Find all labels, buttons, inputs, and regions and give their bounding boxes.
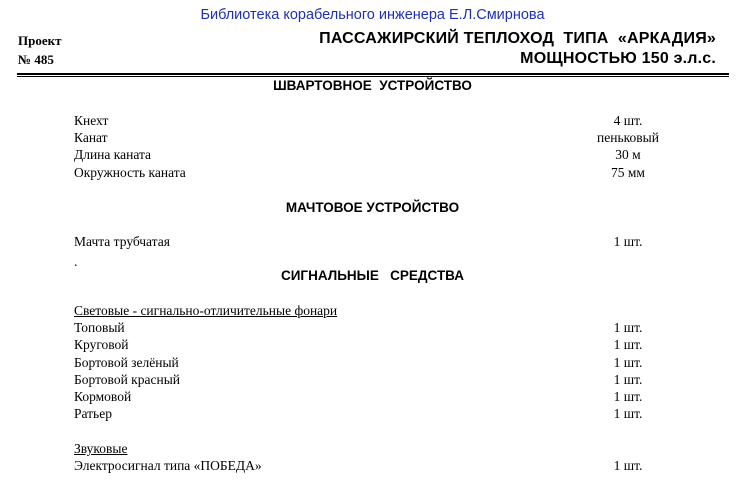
row-value: 1 шт. bbox=[613, 406, 643, 421]
row-label: Кнехт bbox=[74, 113, 109, 128]
table-row bbox=[74, 147, 674, 164]
table-row bbox=[74, 355, 674, 372]
table-row bbox=[74, 234, 674, 251]
row-label: Топовый bbox=[74, 320, 125, 335]
row-label: Окружность каната bbox=[74, 165, 186, 180]
header-rule-thin bbox=[17, 76, 729, 77]
row-label: Канат bbox=[74, 130, 108, 145]
row-value: 1 шт. bbox=[613, 234, 643, 249]
row-value: 1 шт. bbox=[613, 458, 643, 473]
subheading-lights: Световые - сигнально-отличительные фонари bbox=[74, 303, 338, 318]
library-header: Библиотека корабельного инженера Е.Л.Смирнова bbox=[200, 7, 545, 23]
document-title: ПАССАЖИРСКИЙ ТЕПЛОХОД ТИПА «АРКАДИЯ» bbox=[319, 30, 716, 47]
row-value: 4 шт. bbox=[613, 113, 643, 128]
row-value: пеньковый bbox=[597, 130, 659, 145]
header-rule bbox=[17, 73, 729, 75]
section-heading-signals: СИГНАЛЬНЫЕ СРЕДСТВА bbox=[280, 268, 465, 283]
table-row bbox=[74, 406, 674, 423]
section-heading-mast: МАЧТОВОЕ УСТРОЙСТВО bbox=[285, 200, 460, 215]
project-number: № 485 bbox=[18, 52, 54, 67]
stray-mark: . bbox=[74, 254, 78, 269]
table-row bbox=[74, 337, 674, 354]
row-label: Круговой bbox=[74, 337, 129, 352]
document-subtitle: МОЩНОСТЬЮ 150 э.л.с. bbox=[520, 50, 716, 67]
row-label: Кормовой bbox=[74, 389, 132, 404]
table-row bbox=[74, 389, 674, 406]
table-row bbox=[74, 113, 674, 130]
row-value: 1 шт. bbox=[613, 320, 643, 335]
table-row bbox=[74, 372, 674, 389]
row-label: Ратьер bbox=[74, 406, 112, 421]
row-value: 30 м bbox=[615, 147, 641, 162]
project-label: Проект bbox=[18, 33, 62, 48]
row-label: Электросигнал типа «ПОБЕДА» bbox=[74, 458, 262, 473]
row-value: 1 шт. bbox=[613, 389, 643, 404]
table-row bbox=[74, 458, 674, 475]
row-value: 1 шт. bbox=[613, 337, 643, 352]
table-row bbox=[74, 165, 674, 182]
row-label: Бортовой зелёный bbox=[74, 355, 179, 370]
row-label: Бортовой красный bbox=[74, 372, 180, 387]
row-label: Длина каната bbox=[74, 147, 152, 162]
table-row bbox=[74, 130, 674, 147]
row-label: Мачта трубчатая bbox=[74, 234, 170, 249]
section-heading-mooring: ШВАРТОВНОЕ УСТРОЙСТВО bbox=[273, 78, 472, 93]
row-value: 1 шт. bbox=[613, 372, 643, 387]
table-row bbox=[74, 320, 674, 337]
row-value: 75 мм bbox=[611, 165, 645, 180]
subheading-sound: Звуковые bbox=[74, 441, 128, 456]
row-value: 1 шт. bbox=[613, 355, 643, 370]
